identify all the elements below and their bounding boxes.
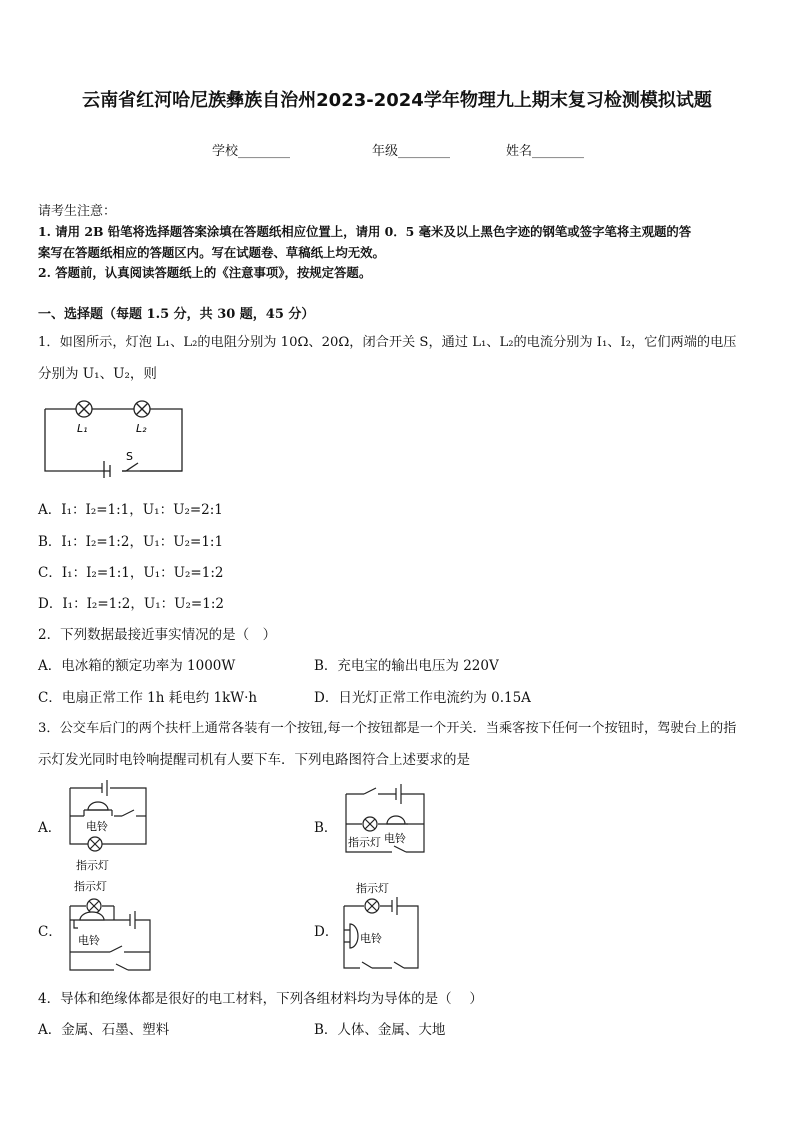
q3-stem-line-2: 示灯发光同时电铃响提醒司机有人要下车．下列电路图符合上述要求的是 — [38, 752, 470, 768]
section-heading: 一、选择题（每题 1.5 分，共 30 题，45 分） — [38, 307, 315, 322]
q1-option-c: C．I₁：I₂=1:1，U₁：U₂=1:2 — [38, 565, 224, 581]
q1-fig-l1: L₁ — [77, 422, 88, 435]
q3-d-lamp-label: 指示灯 — [356, 882, 389, 895]
page-title: 云南省红河哈尼族彝族自治州2023-2024学年物理九上期末复习检测模拟试题 — [82, 90, 712, 111]
q3-stem-line-1: 3．公交车后门的两个扶杆上通常各装有一个按钮,每一个按钮都是一个开关．当乘客按下任何一个按钮时，驾驶台上的指 — [38, 721, 737, 736]
q3-circuit-c — [62, 876, 160, 976]
q3-label-a: A． — [38, 820, 62, 836]
q1-stem-line-2: 分别为 U₁、U₂，则 — [38, 366, 157, 382]
q2-option-a: A．电冰箱的额定功率为 1000W — [38, 658, 236, 674]
q4-stem: 4．导体和绝缘体都是很好的电工材料，下列各组材料均为导体的是（ ） — [38, 991, 483, 1007]
q1-option-a: A．I₁：I₂=1:1，U₁：U₂=2:1 — [38, 502, 223, 518]
name-field: 姓名________ — [506, 144, 585, 159]
notice-heading: 请考生注意： — [38, 204, 117, 219]
q3-circuit-d — [338, 876, 428, 976]
q2-option-c: C．电扇正常工作 1h 耗电约 1kW·h — [38, 690, 258, 706]
q3-c-bell-label: 电铃 — [78, 934, 100, 947]
q4-option-a: A．金属、石墨、塑料 — [38, 1022, 170, 1038]
q1-circuit-diagram — [40, 393, 190, 478]
school-field: 学校________ — [212, 144, 291, 159]
q1-stem-line-1: 1．如图所示，灯泡 L₁、L₂的电阻分别为 10Ω、20Ω，闭合开关 S，通过 L₁、L₂的电流分别为 I₁、I₂，它们两端的电压 — [38, 335, 737, 350]
grade-field: 年级________ — [372, 144, 451, 159]
q3-label-b: B． — [314, 820, 338, 836]
notice-line-1: 1. 请用 2B 铅笔将选择题答案涂填在答题纸相应位置上，请用 0．5 毫米及以上黑色字迹的钢笔或签字笔将主观题的答 — [38, 224, 692, 239]
q2-option-d: D．日光灯正常工作电流约为 0.15A — [314, 690, 531, 706]
q1-option-b: B．I₁：I₂=1:2，U₁：U₂=1:1 — [38, 534, 224, 550]
q3-label-d: D． — [314, 924, 339, 940]
q3-circuit-a — [62, 780, 157, 875]
q3-label-c: C． — [38, 924, 62, 940]
q3-d-bell-label: 电铃 — [360, 932, 382, 945]
q4-option-b: B．人体、金属、大地 — [314, 1022, 446, 1038]
q1-option-d: D．I₁：I₂=1:2，U₁：U₂=1:2 — [38, 596, 224, 612]
q3-c-lamp-label: 指示灯 — [74, 880, 107, 893]
q3-b-bell-label: 电铃 — [384, 832, 406, 845]
q2-option-b: B．充电宝的输出电压为 220V — [314, 658, 499, 674]
notice-line-2: 案写在答题纸相应的答题区内。写在试题卷、草稿纸上均无效。 — [38, 245, 385, 260]
q3-circuit-b — [340, 782, 432, 856]
q3-a-bell-label: 电铃 — [86, 820, 108, 833]
q3-a-lamp-label: 指示灯 — [76, 859, 109, 872]
q3-b-lamp-label: 指示灯 — [348, 836, 381, 849]
notice-line-3: 2. 答题前，认真阅读答题纸上的《注意事项》，按规定答题。 — [38, 265, 372, 280]
q2-stem: 2．下列数据最接近事实情况的是（ ） — [38, 627, 277, 643]
q1-fig-s: S — [126, 450, 133, 463]
q1-fig-l2: L₂ — [136, 422, 147, 435]
